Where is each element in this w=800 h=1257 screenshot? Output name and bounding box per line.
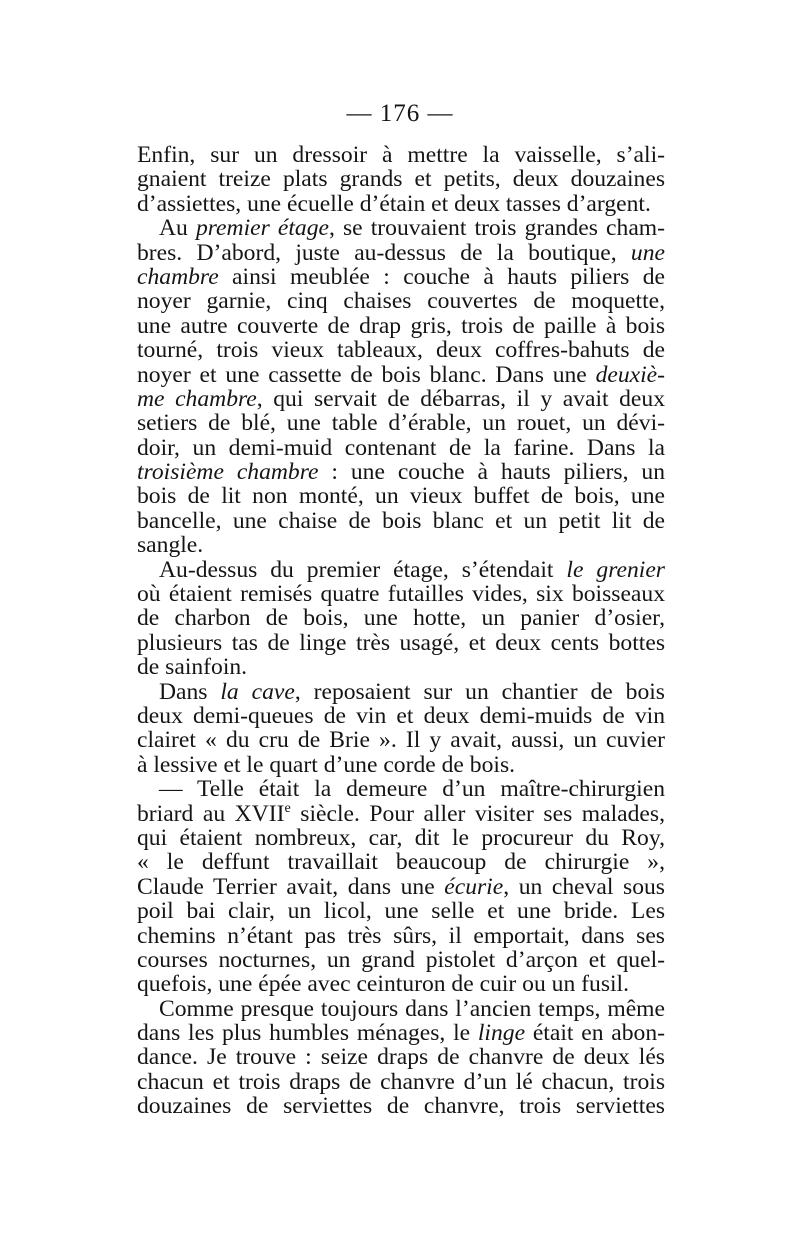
text-line: Dans la cave, reposaient sur un chantier de bois <box>159 678 665 705</box>
text-line: Claude Terrier avait, dans une écurie, un cheval sous <box>137 873 665 900</box>
text-line: à lessive et le quart d’une corde de bois. <box>137 751 516 778</box>
text-line: briard au XVIIe siècle. Pour aller visiter ses malades, <box>137 799 665 827</box>
text-line: Au premier étage, se trouvaient trois grandes cham- <box>159 215 666 242</box>
text-line: d’assiettes, une écuelle d’étain et deux tasses d’argent. <box>137 190 651 217</box>
text-line: bancelle, une chaise de bois blanc et un petit lit de <box>137 507 665 534</box>
italic-term: premier étage <box>195 215 329 242</box>
superscript: e <box>284 799 291 816</box>
page-number: — 176 — <box>346 100 454 127</box>
text-line: tourné, trois vieux tableaux, deux coffres-bahuts de <box>137 337 665 364</box>
italic-term: la cave <box>220 678 295 705</box>
text-line: me chambre, qui servait de débarras, il y avait deux <box>137 385 665 412</box>
text-line: noyer garnie, cinq chaises couvertes de moquette, <box>137 288 665 315</box>
text-line: deux demi-queues de vin et deux demi-muids de vin <box>137 702 665 729</box>
text-line: sangle. <box>137 532 204 559</box>
text-line: de sainfoin. <box>137 654 248 681</box>
text-line: chemins n’étant pas très sûrs, il emportait, dans ses <box>137 922 665 949</box>
text-line: courses nocturnes, un grand pistolet d’arçon et quel- <box>137 946 665 973</box>
text-line: setiers de blé, une table d’érable, un rouet, un dévi- <box>137 410 665 437</box>
italic-term: troisième chambre <box>137 459 319 486</box>
text-line: chambre ainsi meublée : couche à hauts piliers de <box>137 263 665 290</box>
italic-term: le grenier <box>566 556 665 583</box>
italic-term: deuxiè- <box>595 361 665 388</box>
text-line: troisième chambre : une couche à hauts piliers, un <box>137 459 665 486</box>
century-numeral: XVII <box>234 800 285 827</box>
text-line: de charbon de bois, une hotte, un panier d’osier, <box>137 605 665 632</box>
text-line: bois de lit non monté, un vieux buffet de bois, une <box>137 483 665 510</box>
italic-term: chambre <box>137 263 219 290</box>
text-line: Comme presque toujours dans l’ancien temps, même <box>159 995 665 1022</box>
text-line: doir, un demi-muid contenant de la farine. Dans la <box>137 434 665 461</box>
body-text <box>137 143 665 1119</box>
text-line: — Telle était la demeure d’un maître-chirurgien <box>159 776 665 803</box>
italic-term: une <box>630 239 665 266</box>
text-line: poil bai clair, un licol, une selle et une bride. Les <box>137 898 665 925</box>
text-line: dance. Je trouve : seize draps de chanvre de deux lés <box>137 1044 665 1071</box>
text-line: chacun et trois draps de chanvre d’un lé chacun, trois <box>137 1068 665 1095</box>
text-line: une autre couverte de drap gris, trois de paille à bois <box>137 312 665 339</box>
italic-term: me chambre <box>137 385 257 412</box>
text-line: bres. D’abord, juste au-dessus de la boutique, une <box>137 239 665 266</box>
text-line: quefois, une épée avec ceinturon de cuir ou un fusil. <box>137 971 630 998</box>
text-line: Enfin, sur un dressoir à mettre la vaisselle, s’ali- <box>137 142 665 168</box>
text-line: dans les plus humbles ménages, le linge était en abon- <box>137 1020 665 1047</box>
text-line: douzaines de serviettes de chanvre, trois serviettes <box>137 1093 665 1120</box>
text-line: clairet « du cru de Brie ». Il y avait, aussi, un cuvier <box>137 727 665 754</box>
text-line: qui étaient nombreux, car, dit le procureur du Roy, <box>137 824 665 851</box>
text-line: gnaient treize plats grands et petits, deux douzaines <box>137 166 665 193</box>
text-line: plusieurs tas de linge très usagé, et deux cents bottes <box>137 629 665 656</box>
text-line: où étaient remisés quatre futailles vides, six boisseaux <box>137 581 665 608</box>
text-line: noyer et une cassette de bois blanc. Dans une deuxiè- <box>137 361 665 388</box>
italic-term: écurie <box>444 873 504 900</box>
italic-term: linge <box>477 1020 526 1047</box>
text-line: Au-dessus du premier étage, s’étendait le grenier <box>159 556 665 583</box>
text-line: « le deffunt travaillait beaucoup de chirurgie », <box>137 849 665 876</box>
